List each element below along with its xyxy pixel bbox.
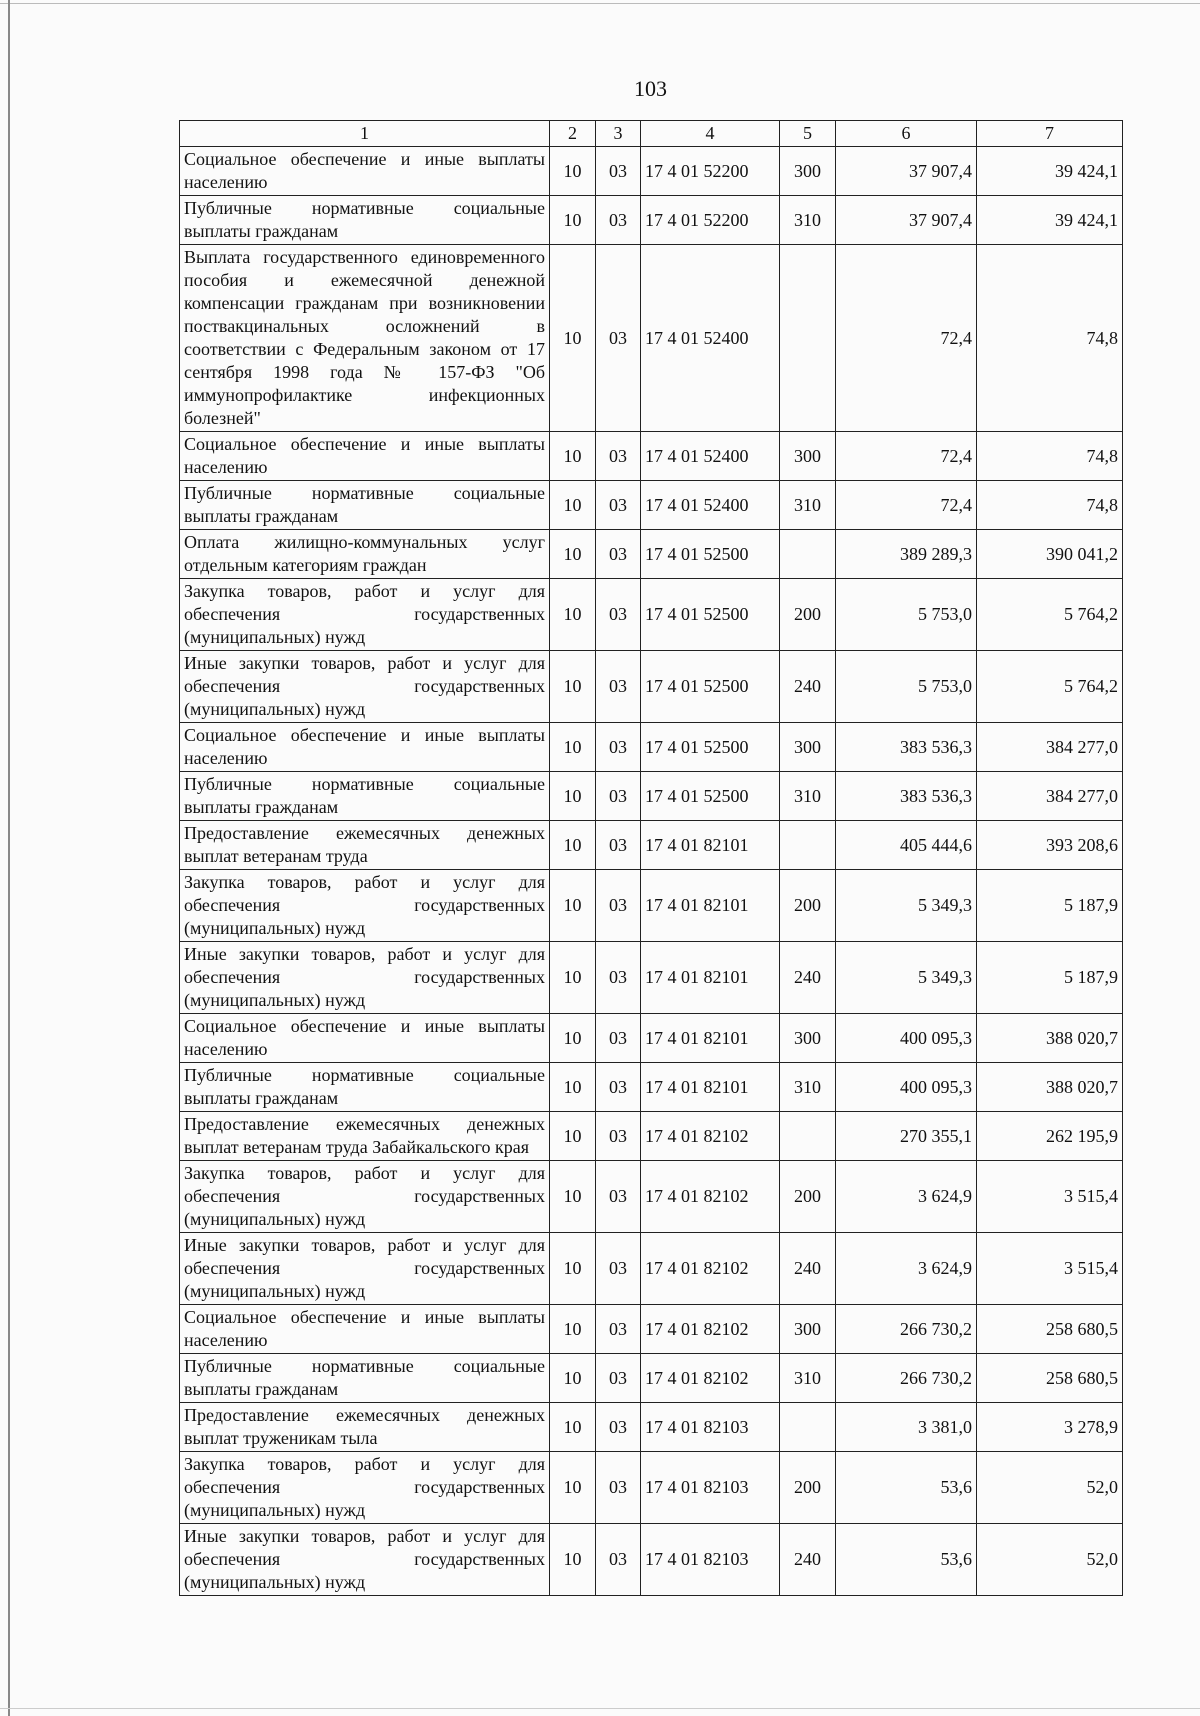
- amount-year-2: 3 515,4: [977, 1161, 1123, 1233]
- expense-type-code: 240: [780, 942, 836, 1014]
- target-article-code: 17 4 01 82101: [641, 821, 780, 870]
- amount-year-2: 52,0: [977, 1452, 1123, 1524]
- subsection-code: 03: [596, 1452, 641, 1524]
- row-description: Предоставление ежемесячных денежных выплат ветеранам труда Забайкальского края: [180, 1112, 550, 1161]
- expense-type-code: 310: [780, 772, 836, 821]
- section-code: 10: [550, 147, 596, 196]
- table-row: [180, 1233, 1123, 1305]
- amount-year-2: 384 277,0: [977, 772, 1123, 821]
- column-header: 1: [180, 121, 550, 147]
- amount-year-2: 52,0: [977, 1524, 1123, 1596]
- target-article-code: 17 4 01 82102: [641, 1233, 780, 1305]
- amount-year-1: 270 355,1: [836, 1112, 977, 1161]
- expense-type-code: 300: [780, 147, 836, 196]
- subsection-code: 03: [596, 196, 641, 245]
- target-article-code: 17 4 01 52400: [641, 481, 780, 530]
- section-code: 10: [550, 1403, 596, 1452]
- row-description: Иные закупки товаров, работ и услуг для обеспечения государственных (муниципальных) нужд: [180, 651, 550, 723]
- amount-year-2: 258 680,5: [977, 1305, 1123, 1354]
- row-description: Закупка товаров, работ и услуг для обеспечения государственных (муниципальных) нужд: [180, 579, 550, 651]
- table-row: [180, 1403, 1123, 1452]
- row-description: Оплата жилищно-коммунальных услуг отдельным категориям граждан: [180, 530, 550, 579]
- row-description: Выплата государственного единовременного пособия и ежемесячной денежной компенсации гражданам при возникновении поствакцинальных осложнений в соответствии с Федеральным законом от 17 сентября 1998 года № 157-ФЗ "Об иммунопрофилактике инфекционных болезней": [180, 245, 550, 432]
- expense-type-code: [780, 1403, 836, 1452]
- row-description: Социальное обеспечение и иные выплаты населению: [180, 1014, 550, 1063]
- amount-year-1: 5 349,3: [836, 870, 977, 942]
- target-article-code: 17 4 01 82102: [641, 1112, 780, 1161]
- expense-type-code: 240: [780, 651, 836, 723]
- table-header: [180, 121, 1123, 147]
- target-article-code: 17 4 01 52200: [641, 147, 780, 196]
- scan-edge-top: [0, 3, 1200, 4]
- amount-year-2: 74,8: [977, 432, 1123, 481]
- amount-year-2: 5 187,9: [977, 942, 1123, 1014]
- amount-year-1: 389 289,3: [836, 530, 977, 579]
- expense-type-code: 240: [780, 1233, 836, 1305]
- column-header: 7: [977, 121, 1123, 147]
- row-description: Публичные нормативные социальные выплаты гражданам: [180, 196, 550, 245]
- table-row: [180, 1524, 1123, 1596]
- row-description: Иные закупки товаров, работ и услуг для обеспечения государственных (муниципальных) нужд: [180, 1524, 550, 1596]
- row-description: Предоставление ежемесячных денежных выплат труженикам тыла: [180, 1403, 550, 1452]
- amount-year-1: 5 349,3: [836, 942, 977, 1014]
- section-code: 10: [550, 1112, 596, 1161]
- row-description: Социальное обеспечение и иные выплаты населению: [180, 432, 550, 481]
- target-article-code: 17 4 01 82102: [641, 1161, 780, 1233]
- table-row: [180, 821, 1123, 870]
- column-header: 5: [780, 121, 836, 147]
- section-code: 10: [550, 821, 596, 870]
- amount-year-2: 3 515,4: [977, 1233, 1123, 1305]
- target-article-code: 17 4 01 82102: [641, 1305, 780, 1354]
- section-code: 10: [550, 942, 596, 1014]
- amount-year-1: 266 730,2: [836, 1305, 977, 1354]
- amount-year-2: 3 278,9: [977, 1403, 1123, 1452]
- column-header: 6: [836, 121, 977, 147]
- target-article-code: 17 4 01 52500: [641, 723, 780, 772]
- expense-type-code: 300: [780, 432, 836, 481]
- table-row: [180, 1112, 1123, 1161]
- table-row: [180, 870, 1123, 942]
- row-description: Закупка товаров, работ и услуг для обеспечения государственных (муниципальных) нужд: [180, 1452, 550, 1524]
- amount-year-2: 5 764,2: [977, 651, 1123, 723]
- section-code: 10: [550, 870, 596, 942]
- expense-type-code: 240: [780, 1524, 836, 1596]
- amount-year-1: 37 907,4: [836, 196, 977, 245]
- section-code: 10: [550, 1524, 596, 1596]
- expense-type-code: 310: [780, 1354, 836, 1403]
- section-code: 10: [550, 1354, 596, 1403]
- row-description: Социальное обеспечение и иные выплаты населению: [180, 1305, 550, 1354]
- expense-type-code: 300: [780, 1305, 836, 1354]
- subsection-code: 03: [596, 723, 641, 772]
- subsection-code: 03: [596, 245, 641, 432]
- target-article-code: 17 4 01 82102: [641, 1354, 780, 1403]
- amount-year-1: 3 381,0: [836, 1403, 977, 1452]
- target-article-code: 17 4 01 82103: [641, 1524, 780, 1596]
- expense-type-code: [780, 1112, 836, 1161]
- subsection-code: 03: [596, 1354, 641, 1403]
- subsection-code: 03: [596, 147, 641, 196]
- row-description: Закупка товаров, работ и услуг для обеспечения государственных (муниципальных) нужд: [180, 870, 550, 942]
- amount-year-1: 383 536,3: [836, 723, 977, 772]
- subsection-code: 03: [596, 1524, 641, 1596]
- target-article-code: 17 4 01 82101: [641, 1063, 780, 1112]
- amount-year-2: 5 764,2: [977, 579, 1123, 651]
- section-code: 10: [550, 1161, 596, 1233]
- table-row: [180, 481, 1123, 530]
- amount-year-1: 37 907,4: [836, 147, 977, 196]
- expense-type-code: 310: [780, 1063, 836, 1112]
- table-row: [180, 579, 1123, 651]
- amount-year-2: 393 208,6: [977, 821, 1123, 870]
- amount-year-2: 262 195,9: [977, 1112, 1123, 1161]
- section-code: 10: [550, 481, 596, 530]
- table-row: [180, 147, 1123, 196]
- amount-year-1: 53,6: [836, 1524, 977, 1596]
- table-row: [180, 530, 1123, 579]
- table-row: [180, 651, 1123, 723]
- target-article-code: 17 4 01 52500: [641, 579, 780, 651]
- amount-year-2: 384 277,0: [977, 723, 1123, 772]
- subsection-code: 03: [596, 579, 641, 651]
- subsection-code: 03: [596, 942, 641, 1014]
- row-description: Иные закупки товаров, работ и услуг для обеспечения государственных (муниципальных) нужд: [180, 942, 550, 1014]
- expense-type-code: [780, 530, 836, 579]
- amount-year-1: 3 624,9: [836, 1233, 977, 1305]
- amount-year-2: 39 424,1: [977, 147, 1123, 196]
- column-header: 2: [550, 121, 596, 147]
- section-code: 10: [550, 772, 596, 821]
- expense-type-code: 310: [780, 196, 836, 245]
- section-code: 10: [550, 1233, 596, 1305]
- row-description: Предоставление ежемесячных денежных выплат ветеранам труда: [180, 821, 550, 870]
- subsection-code: 03: [596, 1063, 641, 1112]
- amount-year-1: 400 095,3: [836, 1014, 977, 1063]
- expense-type-code: 300: [780, 1014, 836, 1063]
- amount-year-2: 390 041,2: [977, 530, 1123, 579]
- subsection-code: 03: [596, 1014, 641, 1063]
- amount-year-2: 258 680,5: [977, 1354, 1123, 1403]
- row-description: Публичные нормативные социальные выплаты гражданам: [180, 772, 550, 821]
- subsection-code: 03: [596, 432, 641, 481]
- amount-year-1: 5 753,0: [836, 579, 977, 651]
- amount-year-1: 72,4: [836, 432, 977, 481]
- table-row: [180, 1305, 1123, 1354]
- row-description: Публичные нормативные социальные выплаты гражданам: [180, 1354, 550, 1403]
- expense-type-code: 200: [780, 870, 836, 942]
- row-description: Публичные нормативные социальные выплаты гражданам: [180, 481, 550, 530]
- amount-year-1: 383 536,3: [836, 772, 977, 821]
- header-row: [180, 121, 1123, 147]
- section-code: 10: [550, 1014, 596, 1063]
- subsection-code: 03: [596, 1233, 641, 1305]
- section-code: 10: [550, 432, 596, 481]
- amount-year-1: 3 624,9: [836, 1161, 977, 1233]
- subsection-code: 03: [596, 1161, 641, 1233]
- subsection-code: 03: [596, 530, 641, 579]
- amount-year-2: 74,8: [977, 245, 1123, 432]
- subsection-code: 03: [596, 870, 641, 942]
- amount-year-2: 39 424,1: [977, 196, 1123, 245]
- expense-type-code: [780, 245, 836, 432]
- amount-year-1: 5 753,0: [836, 651, 977, 723]
- subsection-code: 03: [596, 821, 641, 870]
- section-code: 10: [550, 196, 596, 245]
- subsection-code: 03: [596, 1403, 641, 1452]
- amount-year-2: 388 020,7: [977, 1063, 1123, 1112]
- section-code: 10: [550, 1305, 596, 1354]
- expense-type-code: [780, 821, 836, 870]
- table-body: [180, 147, 1123, 1596]
- page-number: 103: [634, 76, 667, 101]
- table-row: [180, 1161, 1123, 1233]
- table-row: [180, 942, 1123, 1014]
- target-article-code: 17 4 01 52500: [641, 651, 780, 723]
- table-row: [180, 1452, 1123, 1524]
- row-description: Социальное обеспечение и иные выплаты населению: [180, 723, 550, 772]
- subsection-code: 03: [596, 651, 641, 723]
- section-code: 10: [550, 530, 596, 579]
- target-article-code: 17 4 01 52200: [641, 196, 780, 245]
- target-article-code: 17 4 01 82101: [641, 942, 780, 1014]
- table-row: [180, 723, 1123, 772]
- amount-year-2: 5 187,9: [977, 870, 1123, 942]
- subsection-code: 03: [596, 772, 641, 821]
- amount-year-2: 74,8: [977, 481, 1123, 530]
- section-code: 10: [550, 723, 596, 772]
- budget-table: [179, 120, 1123, 1596]
- table-row: [180, 432, 1123, 481]
- section-code: 10: [550, 579, 596, 651]
- expense-type-code: 200: [780, 579, 836, 651]
- table-row: [180, 772, 1123, 821]
- amount-year-1: 400 095,3: [836, 1063, 977, 1112]
- amount-year-2: 388 020,7: [977, 1014, 1123, 1063]
- section-code: 10: [550, 245, 596, 432]
- section-code: 10: [550, 651, 596, 723]
- target-article-code: 17 4 01 52500: [641, 530, 780, 579]
- target-article-code: 17 4 01 52500: [641, 772, 780, 821]
- table-row: [180, 1063, 1123, 1112]
- subsection-code: 03: [596, 1305, 641, 1354]
- expense-type-code: 200: [780, 1452, 836, 1524]
- row-description: Публичные нормативные социальные выплаты гражданам: [180, 1063, 550, 1112]
- section-code: 10: [550, 1063, 596, 1112]
- row-description: Закупка товаров, работ и услуг для обеспечения государственных (муниципальных) нужд: [180, 1161, 550, 1233]
- amount-year-1: 266 730,2: [836, 1354, 977, 1403]
- subsection-code: 03: [596, 1112, 641, 1161]
- section-code: 10: [550, 1452, 596, 1524]
- scan-edge-left: [8, 0, 10, 1716]
- amount-year-1: 72,4: [836, 245, 977, 432]
- amount-year-1: 405 444,6: [836, 821, 977, 870]
- scan-edge-bottom: [0, 1708, 1200, 1709]
- table-row: [180, 1014, 1123, 1063]
- target-article-code: 17 4 01 52400: [641, 432, 780, 481]
- subsection-code: 03: [596, 481, 641, 530]
- column-header: 4: [641, 121, 780, 147]
- table-row: [180, 196, 1123, 245]
- table-row: [180, 1354, 1123, 1403]
- table-row: [180, 245, 1123, 432]
- column-header: 3: [596, 121, 641, 147]
- expense-type-code: 310: [780, 481, 836, 530]
- amount-year-1: 72,4: [836, 481, 977, 530]
- expense-type-code: 200: [780, 1161, 836, 1233]
- target-article-code: 17 4 01 82101: [641, 1014, 780, 1063]
- amount-year-1: 53,6: [836, 1452, 977, 1524]
- row-description: Социальное обеспечение и иные выплаты населению: [180, 147, 550, 196]
- expense-type-code: 300: [780, 723, 836, 772]
- target-article-code: 17 4 01 82103: [641, 1452, 780, 1524]
- target-article-code: 17 4 01 82101: [641, 870, 780, 942]
- target-article-code: 17 4 01 52400: [641, 245, 780, 432]
- row-description: Иные закупки товаров, работ и услуг для обеспечения государственных (муниципальных) нужд: [180, 1233, 550, 1305]
- target-article-code: 17 4 01 82103: [641, 1403, 780, 1452]
